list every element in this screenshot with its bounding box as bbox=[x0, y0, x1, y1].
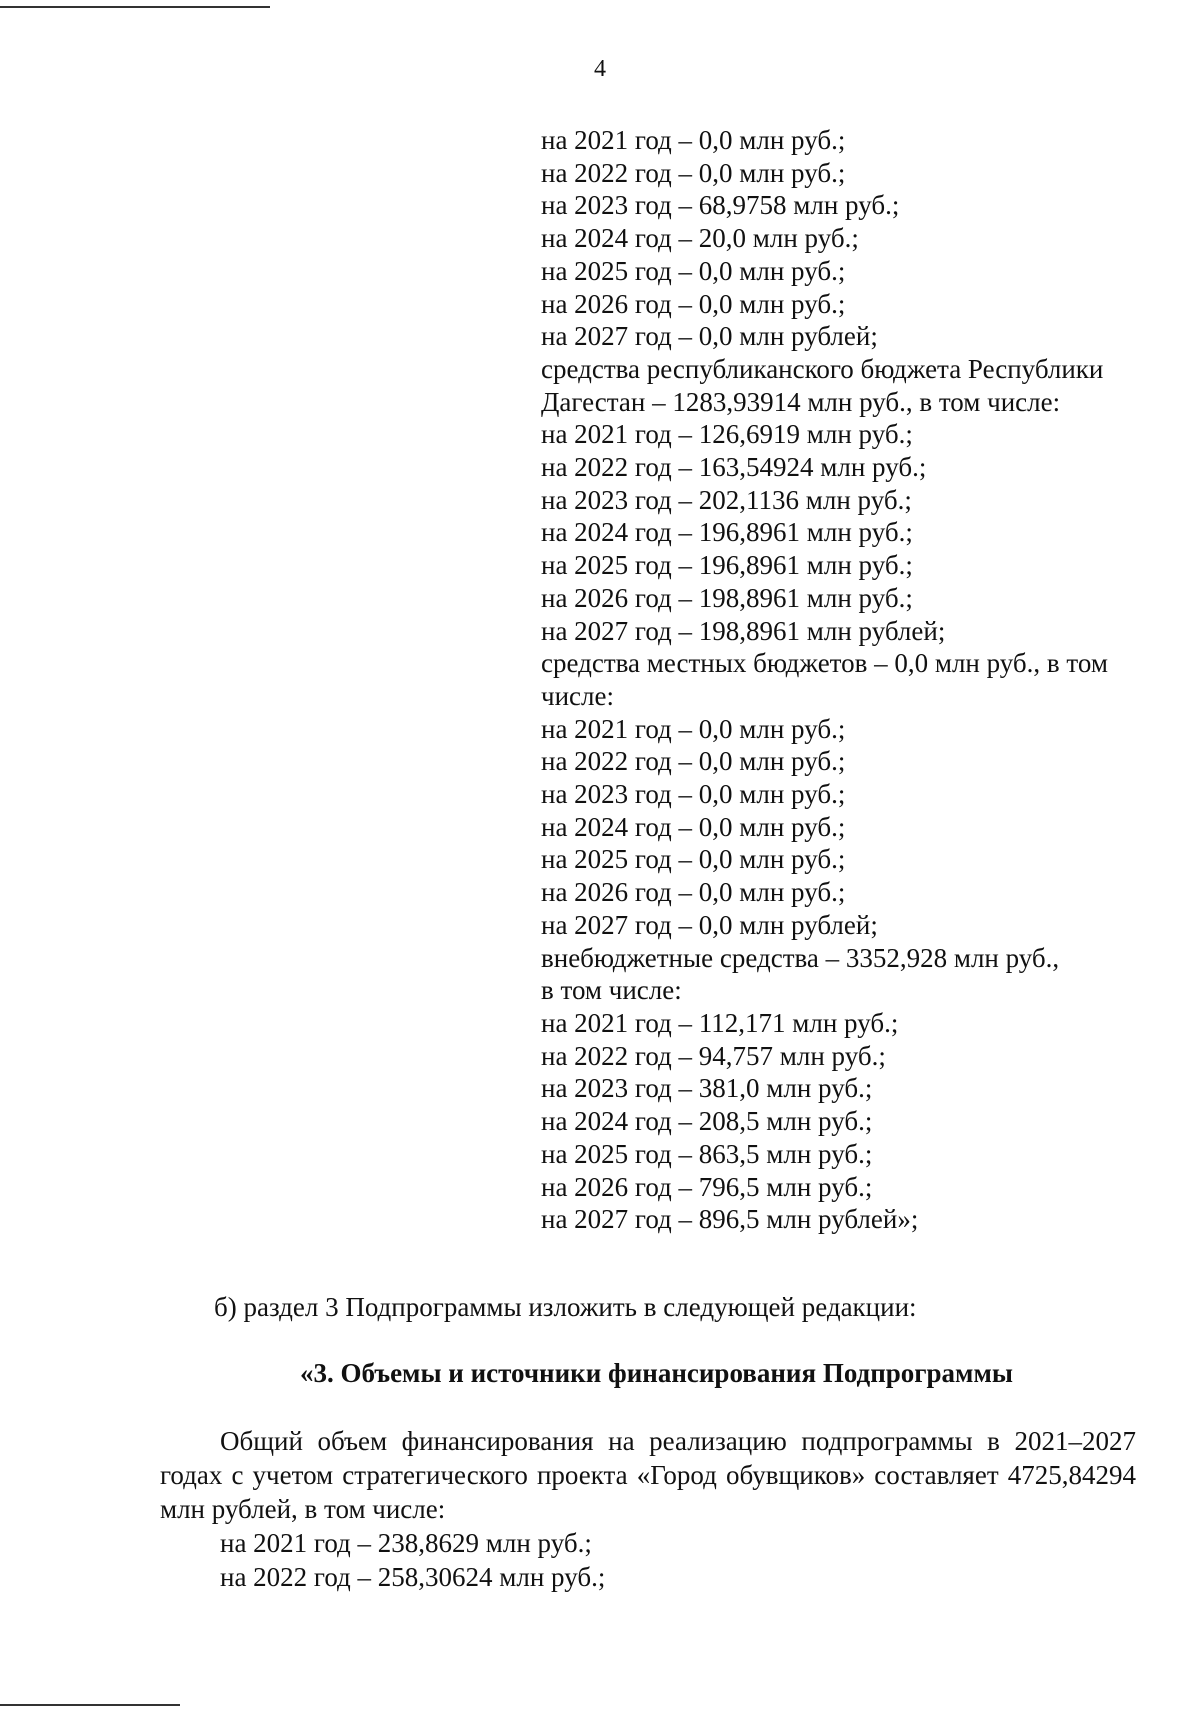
list-item: на 2027 год – 198,8961 млн рублей; bbox=[541, 615, 946, 646]
list-item: на 2022 год – 0,0 млн руб.; bbox=[541, 157, 846, 188]
list-item: на 2022 год – 163,54924 млн руб.; bbox=[541, 452, 927, 483]
section-body bbox=[160, 1424, 1136, 1594]
list-item: средства местных бюджетов – 0,0 млн руб., в том bbox=[541, 648, 1108, 679]
list-item: на 2023 год – 68,9758 млн руб.; bbox=[541, 190, 900, 221]
funding-breakdown-list bbox=[541, 124, 1161, 1236]
list-item: на 2022 год – 94,757 млн руб.; bbox=[541, 1040, 886, 1071]
list-item: на 2021 год – 238,8629 млн руб.; bbox=[220, 1528, 592, 1558]
list-item: на 2027 год – 896,5 млн рублей»; bbox=[541, 1204, 919, 1235]
list-item: на 2026 год – 796,5 млн руб.; bbox=[541, 1171, 873, 1202]
list-item: на 2026 год – 0,0 млн руб.; bbox=[541, 877, 846, 908]
list-item: на 2025 год – 0,0 млн руб.; bbox=[541, 844, 846, 875]
scan-edge-mark-top bbox=[0, 6, 270, 8]
section-intro-paragraph: Общий объем финансирования на реализацию подпрограммы в 2021–2027 годах с учетом стратегического проекта «Город обувщиков» составляет 4725,84294 млн рублей, в том числе: bbox=[160, 1426, 1136, 1524]
list-item: на 2027 год – 0,0 млн рублей; bbox=[541, 321, 878, 352]
section-heading: «3. Объемы и источники финансирования Подпрограммы bbox=[300, 1358, 1013, 1388]
list-item: на 2025 год – 0,0 млн руб.; bbox=[541, 255, 846, 286]
list-item: на 2026 год – 198,8961 млн руб.; bbox=[541, 582, 913, 613]
list-item: на 2023 год – 202,1136 млн руб.; bbox=[541, 484, 912, 515]
list-item: средства республиканского бюджета Республики bbox=[541, 353, 1104, 384]
list-item: числе: bbox=[541, 680, 614, 711]
list-item: на 2024 год – 208,5 млн руб.; bbox=[541, 1106, 873, 1137]
list-item: на 2027 год – 0,0 млн рублей; bbox=[541, 909, 878, 940]
list-item: на 2021 год – 0,0 млн руб.; bbox=[541, 713, 846, 744]
list-item: Дагестан – 1283,93914 млн руб., в том числе: bbox=[541, 386, 1061, 417]
list-item: на 2021 год – 126,6919 млн руб.; bbox=[541, 419, 913, 450]
list-item: на 2022 год – 0,0 млн руб.; bbox=[541, 746, 846, 777]
list-item: на 2024 год – 20,0 млн руб.; bbox=[541, 223, 859, 254]
list-item: в том числе: bbox=[541, 975, 682, 1006]
list-item: на 2023 год – 0,0 млн руб.; bbox=[541, 779, 846, 810]
list-item: на 2022 год – 258,30624 млн руб.; bbox=[220, 1562, 606, 1592]
list-item: на 2021 год – 0,0 млн руб.; bbox=[541, 125, 846, 155]
scan-edge-mark-bottom bbox=[0, 1704, 180, 1706]
list-item: на 2024 год – 196,8961 млн руб.; bbox=[541, 517, 913, 548]
list-item: внебюджетные средства – 3352,928 млн руб., bbox=[541, 942, 1060, 973]
amendment-instruction: б) раздел 3 Подпрограммы изложить в следующей редакции: bbox=[214, 1292, 917, 1322]
list-item: на 2024 год – 0,0 млн руб.; bbox=[541, 811, 846, 842]
list-item: на 2025 год – 863,5 млн руб.; bbox=[541, 1138, 873, 1169]
list-item: на 2023 год – 381,0 млн руб.; bbox=[541, 1073, 873, 1104]
list-item: на 2021 год – 112,171 млн руб.; bbox=[541, 1007, 899, 1038]
list-item: на 2026 год – 0,0 млн руб.; bbox=[541, 288, 846, 319]
list-item: на 2025 год – 196,8961 млн руб.; bbox=[541, 550, 913, 581]
page-number: 4 bbox=[594, 56, 606, 82]
